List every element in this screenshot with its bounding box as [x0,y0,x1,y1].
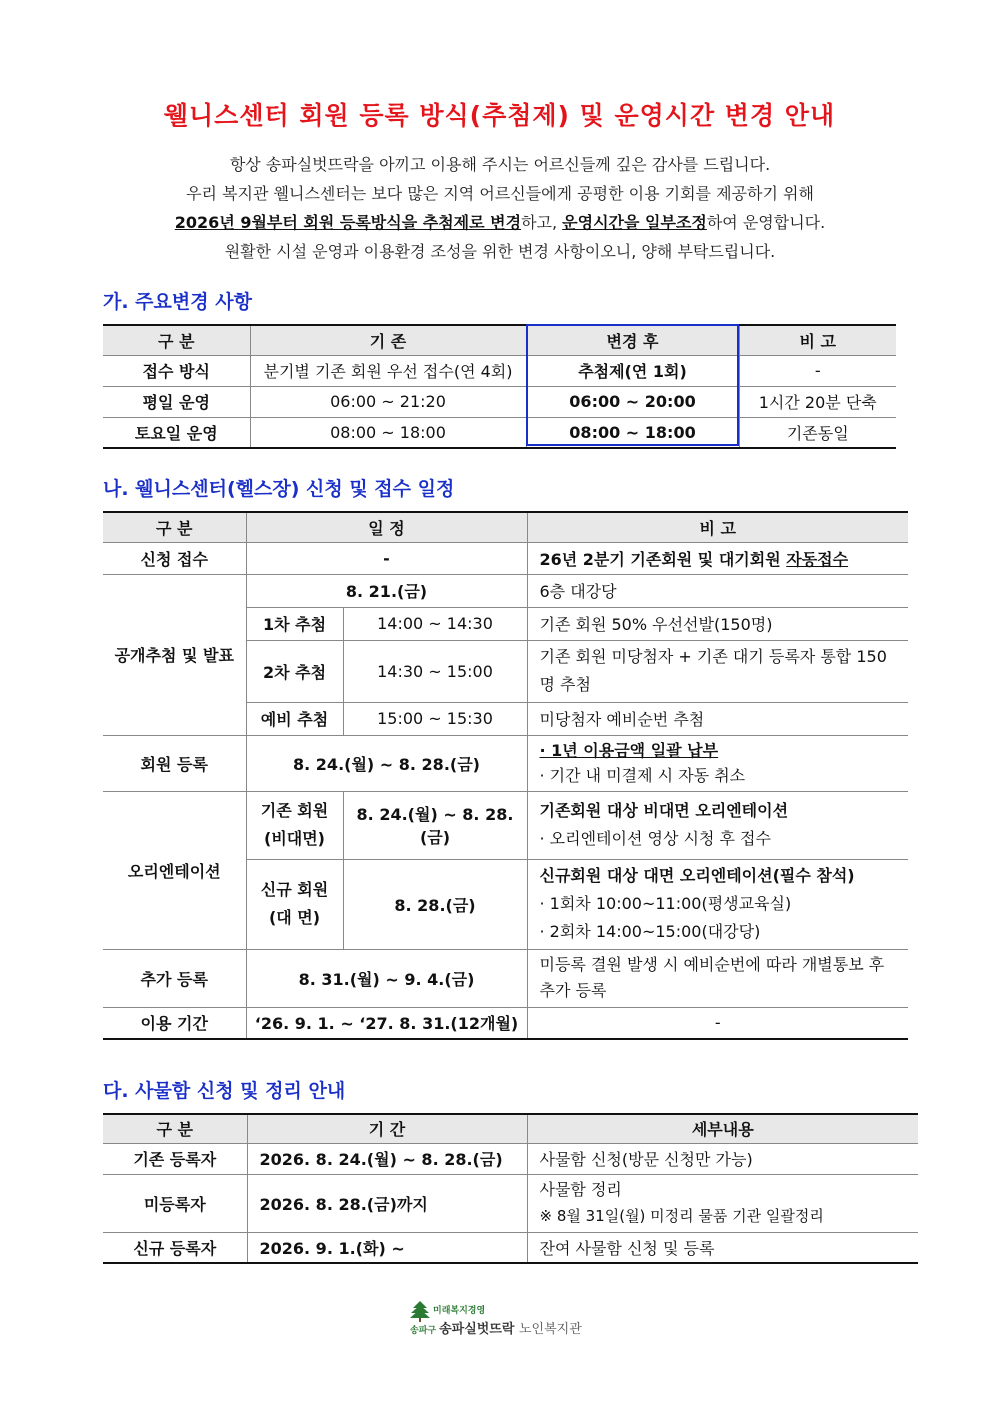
table-row: 신규 등록자 2026. 9. 1.(화) ~ 잔여 사물함 신청 및 등록 [103,1232,918,1263]
table-row: 회원 등록 8. 24.(월) ~ 8. 28.(금) · 1년 이용금액 일괄 납부 · 기간 내 미결제 시 자동 취소 [103,735,908,791]
table-header-row: 구 분 기 간 세부내용 [103,1114,918,1143]
footer-logo [405,1300,605,1340]
table-row: 2차 추첨 14:30 ~ 15:00 기존 회원 미당첨자 + 기존 대기 등록자 통합 150명 추첨 [103,640,908,702]
section-heading-b: 나. 웰니스센터(헬스장) 신청 및 접수 일정 [103,478,455,500]
table-row: 신청 접수 - 26년 2분기 기존회원 및 대기회원 자동접수 [103,542,908,574]
footer-org-name: 송파구 송파실벗뜨락 노인복지관 [410,1322,582,1337]
table-row: 토요일 운영 08:00 ~ 18:00 08:00 ~ 18:00 기존동일 [103,417,896,448]
section-heading-c: 다. 사물함 신청 및 정리 안내 [103,1080,346,1102]
table-row: 예비 추첨 15:00 ~ 15:30 미당첨자 예비순번 추첨 [103,702,908,735]
intro-emphasis: 2026년 9월부터 회원 등록방식을 추첨제로 변경 [174,213,522,232]
table-row: 신규 회원 (대 면) 8. 28.(금) 신규회원 대상 대면 오리엔테이션(필수 참석) · 1회차 10:00~11:00(평생교육실) · 2회차 14:00~15:00(대강당) [103,859,908,949]
table-row: 이용 기간 ‘26. 9. 1. ~ ‘27. 8. 31.(12개월) - [103,1007,908,1039]
schedule-table [103,511,908,1040]
intro-line: 원활한 시설 운영과 이용환경 조성을 위한 변경 사항이오니, 양해 부탁드립니다. [224,242,776,261]
table-header-row: 구 분 일 정 비 고 [103,512,908,542]
section-heading-a: 가. 주요변경 사항 [103,291,252,313]
intro-emphasis: 운영시간을 일부조정 [562,213,707,232]
footer-org-top: 미래복지경영 [433,1306,486,1316]
intro-paragraph [60,150,940,266]
table-row: 1차 추첨 14:00 ~ 14:30 기존 회원 50% 우선선발(150명) [103,607,908,640]
table-row: 기존 등록자 2026. 8. 24.(월) ~ 8. 28.(금) 사물함 신청(방문 신청만 가능) [103,1143,918,1174]
intro-line: 우리 복지관 웰니스센터는 보다 많은 지역 어르신들에게 공평한 이용 기회를 제공하기 위해 [186,184,814,203]
intro-line: 2026년 9월부터 회원 등록방식을 추첨제로 변경하고, 운영시간을 일부조정하여 운영합니다. [174,213,826,232]
table-row: 오리엔테이션 기존 회원 (비대면) 8. 24.(월) ~ 8. 28.(금) 기존회원 대상 비대면 오리엔테이션 · 오리엔테이션 영상 시청 후 접수 [103,791,908,859]
table-row: 접수 방식 분기별 기존 회원 우선 접수(연 4회) 추첨제(연 1회) - [103,355,896,386]
table-row: 미등록자 2026. 8. 28.(금)까지 사물함 정리 ※ 8월 31일(월) 미정리 물품 기관 일괄정리 [103,1174,918,1232]
table-header-row: 구 분 기 존 변경 후 비 고 [103,325,896,355]
changes-table [103,324,896,449]
intro-line: 항상 송파실벗뜨락을 아끼고 이용해 주시는 어르신들께 깊은 감사를 드립니다. [229,155,771,174]
table-row: 공개추첨 및 발표 8. 21.(금) 6층 대강당 [103,574,908,607]
table-row: 추가 등록 8. 31.(월) ~ 9. 4.(금) 미등록 결원 발생 시 예비순번에 따라 개별통보 후 추가 등록 [103,949,908,1007]
page-title: 웰니스센터 회원 등록 방식(추첨제) 및 운영시간 변경 안내 [163,101,836,130]
locker-table [103,1113,918,1264]
table-row: 평일 운영 06:00 ~ 21:20 06:00 ~ 20:00 1시간 20분 단축 [103,386,896,417]
